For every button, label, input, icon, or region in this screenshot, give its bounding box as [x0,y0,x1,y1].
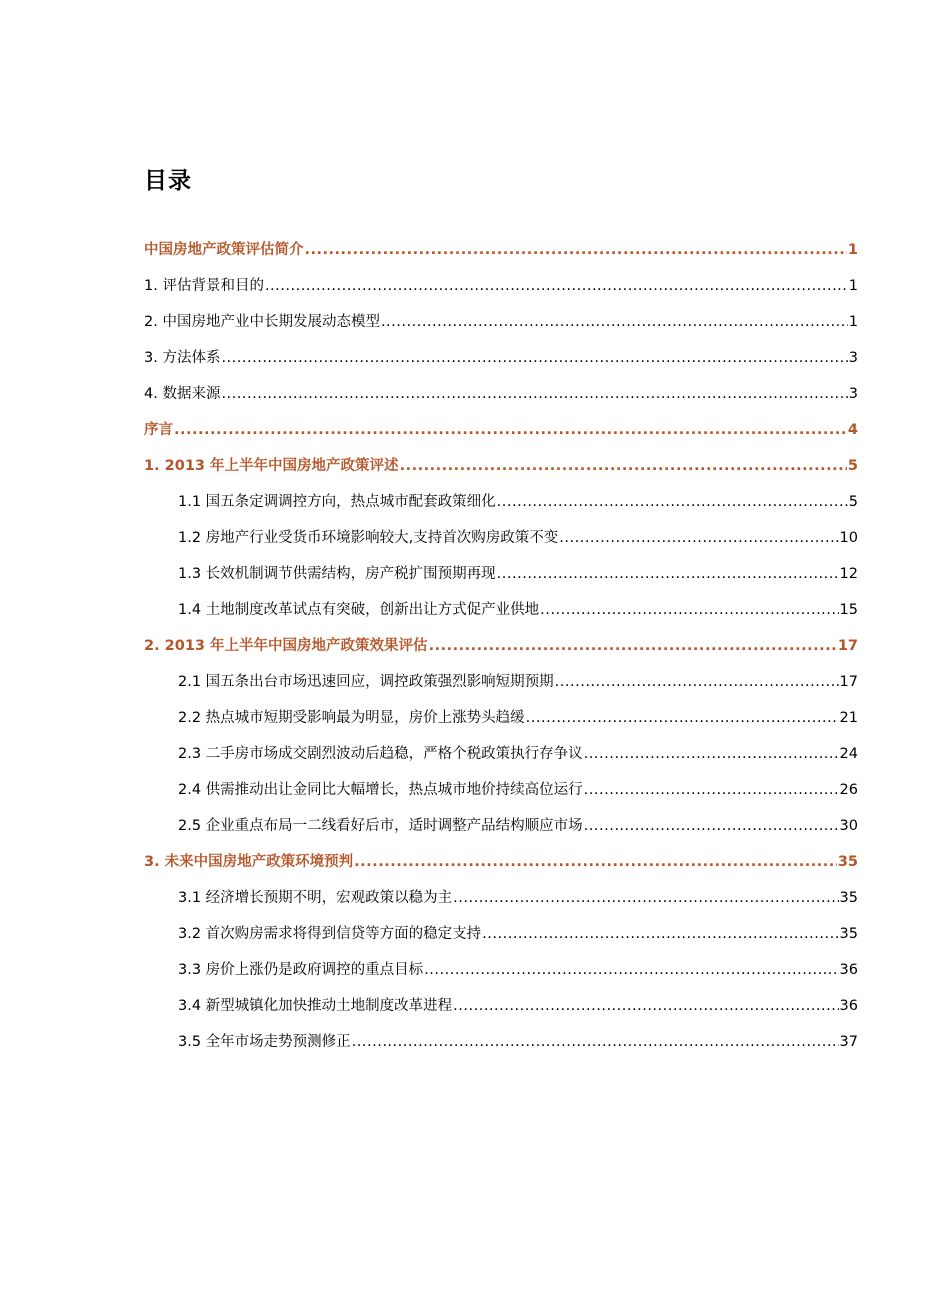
toc-entry-label: 中国房地产政策评估简介 [144,242,304,258]
toc-dot-leader [540,600,838,622]
toc-entry-label: 3. 方法体系 [144,350,221,366]
toc-entry-page-number: 35 [839,890,858,906]
toc-entry-page-number: 15 [839,602,858,618]
toc-dot-leader [555,672,839,694]
toc-entry-label: 2.5 企业重点布局一二线看好后市，适时调整产品结构顺应市场 [178,818,583,834]
toc-entry-label: 1.4 土地制度改革试点有突破，创新出让方式促产业供地 [178,602,540,618]
toc-entry-page-number: 17 [837,638,858,654]
toc-entry-section[interactable] [0,550,950,586]
toc-entry-page-number: 17 [839,674,858,690]
toc-entry-page-number: 3 [848,350,858,366]
toc-entry-label: 1. 评估背景和目的 [144,278,264,294]
toc-entry-chapter[interactable] [0,838,950,874]
toc-dot-leader [221,348,847,370]
toc-dot-leader [381,312,848,334]
toc-dot-leader [400,456,847,478]
toc-entry-label: 1. 2013 年上半年中国房地产政策评述 [144,458,399,474]
toc-entry-page-number: 10 [839,530,858,546]
toc-entry-page-number: 1 [848,314,858,330]
toc-entry-section[interactable] [0,370,950,406]
toc-entry-label: 序言 [144,422,173,438]
toc-entry-page-number: 4 [847,422,858,438]
toc-entry-page-number: 35 [837,854,858,870]
toc-dot-leader [453,888,838,910]
toc-entry-section[interactable] [0,910,950,946]
toc-entry-section[interactable] [0,514,950,550]
toc-entry-page-number: 5 [848,494,858,510]
toc-dot-leader [352,1032,839,1054]
toc-entry-page-number: 21 [839,710,858,726]
toc-entry-label: 2. 2013 年上半年中国房地产政策效果评估 [144,638,428,654]
toc-entry-page-number: 1 [848,278,858,294]
toc-dot-leader [482,924,838,946]
toc-entry-section[interactable] [0,586,950,622]
toc-dot-leader [453,996,838,1018]
toc-entry-page-number: 30 [839,818,858,834]
toc-entry-chapter[interactable] [0,406,950,442]
toc-entry-page-number: 35 [839,926,858,942]
toc-entry-label: 2. 中国房地产业中长期发展动态模型 [144,314,380,330]
page-title: 目录 [144,168,192,194]
toc-entry-section[interactable] [0,982,950,1018]
toc-entry-section[interactable] [0,766,950,802]
toc-entry-label: 3. 未来中国房地产政策环境预判 [144,854,354,870]
toc-dot-leader [424,960,838,982]
toc-entry-page-number: 36 [839,998,858,1014]
toc-entry-section[interactable] [0,298,950,334]
toc-dot-leader [305,240,847,262]
toc-dot-leader [221,384,847,406]
toc-dot-leader [584,816,839,838]
toc-entry-label: 1.3 长效机制调节供需结构，房产税扩围预期再现 [178,566,496,582]
toc-entry-section[interactable] [0,802,950,838]
toc-entry-page-number: 26 [839,782,858,798]
toc-entry-label: 3.2 首次购房需求将得到信贷等方面的稳定支持 [178,926,482,942]
toc-dot-leader [497,564,839,586]
toc-entry-label: 1.1 国五条定调调控方向，热点城市配套政策细化 [178,494,496,510]
toc-entry-page-number: 3 [848,386,858,402]
toc-dot-leader [429,636,837,658]
toc-entry-section[interactable] [0,478,950,514]
toc-entry-label: 3.4 新型城镇化加快推动土地制度改革进程 [178,998,453,1014]
toc-entry-section[interactable] [0,262,950,298]
toc-entry-chapter[interactable] [0,226,950,262]
toc-entry-label: 2.1 国五条出台市场迅速回应，调控政策强烈影响短期预期 [178,674,554,690]
toc-entry-label: 3.1 经济增长预期不明，宏观政策以稳为主 [178,890,453,906]
toc-entry-label: 3.3 房价上涨仍是政府调控的重点目标 [178,962,424,978]
toc-dot-leader [265,276,848,298]
toc-entry-page-number: 1 [847,242,858,258]
toc-entry-section[interactable] [0,874,950,910]
toc-dot-leader [497,492,848,514]
toc-dot-leader [174,420,847,442]
table-of-contents [0,226,950,1054]
toc-entry-label: 3.5 全年市场走势预测修正 [178,1034,351,1050]
toc-entry-section[interactable] [0,1018,950,1054]
toc-entry-page-number: 5 [847,458,858,474]
toc-entry-section[interactable] [0,694,950,730]
toc-entry-label: 2.2 热点城市短期受影响最为明显，房价上涨势头趋缓 [178,710,525,726]
toc-entry-label: 4. 数据来源 [144,386,221,402]
toc-entry-label: 2.4 供需推动出让金同比大幅增长，热点城市地价持续高位运行 [178,782,583,798]
toc-dot-leader [559,528,838,550]
toc-entry-section[interactable] [0,946,950,982]
toc-entry-page-number: 24 [839,746,858,762]
toc-dot-leader [584,744,839,766]
toc-entry-page-number: 37 [839,1034,858,1050]
toc-entry-section[interactable] [0,334,950,370]
toc-entry-page-number: 36 [839,962,858,978]
toc-entry-chapter[interactable] [0,442,950,478]
toc-entry-chapter[interactable] [0,622,950,658]
toc-entry-label: 1.2 房地产行业受货币环境影响较大,支持首次购房政策不变 [178,530,559,546]
toc-dot-leader [584,780,839,802]
toc-entry-page-number: 12 [839,566,858,582]
toc-entry-section[interactable] [0,658,950,694]
toc-entry-section[interactable] [0,730,950,766]
toc-dot-leader [354,852,837,874]
toc-entry-label: 2.3 二手房市场成交剧烈波动后趋稳，严格个税政策执行存争议 [178,746,583,762]
toc-dot-leader [526,708,839,730]
